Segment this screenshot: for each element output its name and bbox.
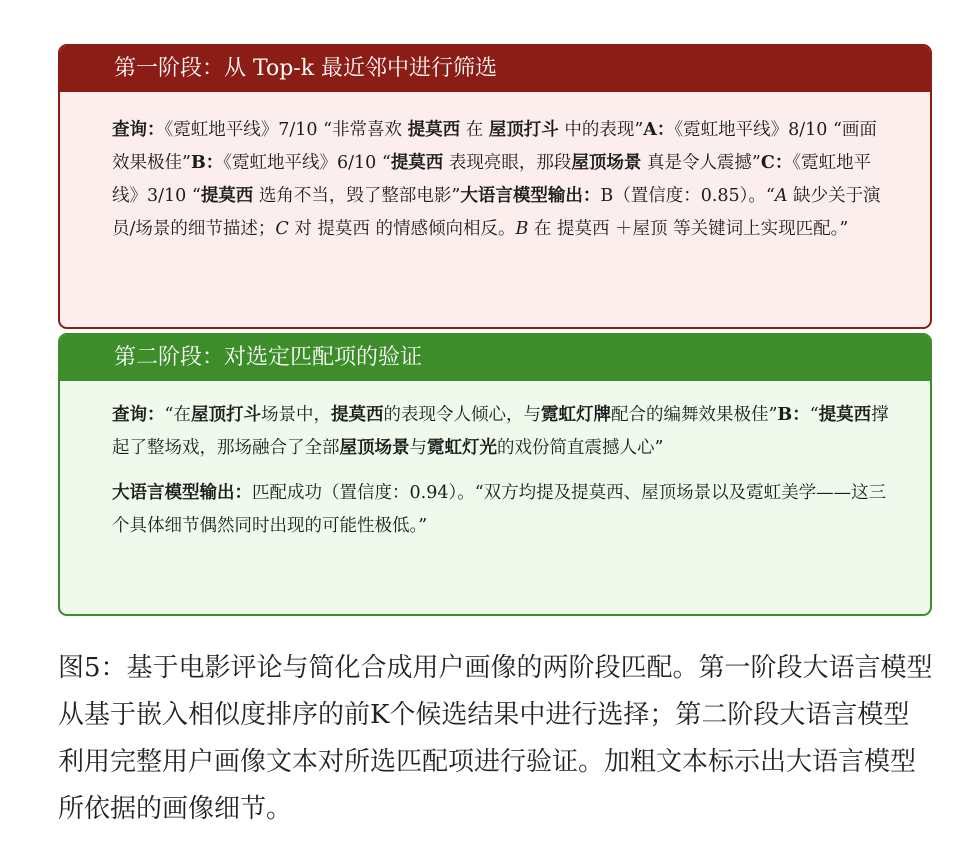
keyword-timothee: 提莫西 [390, 153, 444, 173]
keyword-timothee: 提莫西 [818, 405, 872, 425]
keyword-timothee: 提莫西 [330, 405, 384, 425]
candidate-b-text: “ [809, 405, 819, 425]
stage1-title: 第一阶段：从 Top-k 最近邻中进行筛选 [60, 46, 930, 92]
llm-output-text: 匹配成功（置信度：0.94）。“双方均提及提莫西、屋顶场景以及霓虹美学——这三个具体细节偶然同时出现的可能性极低。” [112, 483, 887, 536]
keyword-rooftop-fight: 屋顶打斗 [190, 405, 261, 425]
query-text: 中的表现” [558, 120, 644, 140]
var-a: A [774, 186, 788, 206]
llm-output-text: 在 提莫西 ＋屋顶 等关键词上实现匹配。” [528, 219, 849, 239]
query-text: 的表现令人倾心，与 [383, 405, 541, 425]
stage1-body [60, 92, 930, 246]
llm-output-text: 缺少关于演员/场景的细节描述； [112, 186, 881, 239]
query-text: 在 [460, 120, 489, 140]
stage2-title: 第二阶段：对选定匹配项的验证 [60, 335, 930, 381]
query-text: “在 [164, 405, 191, 425]
stage2-box [58, 333, 932, 616]
candidate-b-text: 的戏份简直震撼人心” [497, 438, 664, 458]
keyword-rooftop-scene: 屋顶场景 [571, 153, 642, 173]
candidate-c-label: C： [760, 153, 793, 173]
candidate-b-label: B： [777, 405, 810, 425]
figure-caption: 图5：基于电影评论与简化合成用户画像的两阶段匹配。第一阶段大语言模型从基于嵌入相似度排序的前K个候选结果中进行选择；第二阶段大语言模型利用完整用户画像文本对所选匹配项进行验证。加粗文本标示出大语言模型所依据的画像细节。 [58, 653, 933, 824]
var-c: C [275, 219, 289, 239]
stage2-body [60, 381, 930, 543]
keyword-rooftop-fight: 屋顶打斗 [488, 120, 559, 140]
candidate-c-text: 《霓虹地平线》3/10 “ [112, 153, 872, 206]
var-b: B [515, 219, 529, 239]
candidate-b-label: B： [190, 153, 224, 173]
candidate-b-text: 《霓虹地平线》6/10 “ [223, 153, 391, 173]
query-text: 配合的编舞效果极佳” [610, 405, 778, 425]
llm-output-label: 大语言模型输出： [460, 186, 601, 206]
stage2-query-paragraph [112, 399, 890, 465]
query-label: 查询： [112, 120, 165, 140]
candidate-a-label: A： [643, 120, 675, 140]
llm-output-text: B（置信度：0.85）。“ [600, 186, 775, 206]
query-text: 《霓虹地平线》7/10 “非常喜欢 [164, 120, 408, 140]
llm-output-label: 大语言模型输出： [112, 483, 252, 503]
candidate-a-text: 《霓虹地平线》8/10 “画面效果极佳” [112, 120, 877, 173]
candidate-b-text: 与 [409, 438, 427, 458]
keyword-neon-light: 霓虹灯光 [427, 438, 497, 458]
keyword-neon-sign: 霓虹灯牌 [540, 405, 611, 425]
candidate-c-text: 选角不当，毁了整部电影” [253, 186, 461, 206]
llm-output-text: 对 提莫西 的情感倾向相反。 [288, 219, 516, 239]
keyword-timothee: 提莫西 [407, 120, 461, 140]
stage1-box [58, 44, 932, 329]
keyword-rooftop-scene: 屋顶场景 [339, 438, 410, 458]
query-label: 查询： [112, 405, 165, 425]
query-text: 场景中， [260, 405, 331, 425]
keyword-timothee: 提莫西 [200, 186, 254, 206]
stage2-output-paragraph [112, 477, 890, 543]
candidate-b-text: 撑起了整场戏，那场融合了全部 [112, 405, 889, 458]
candidate-b-text: 表现亮眼，那段 [443, 153, 572, 173]
candidate-b-text: 真是令人震撼” [641, 153, 761, 173]
